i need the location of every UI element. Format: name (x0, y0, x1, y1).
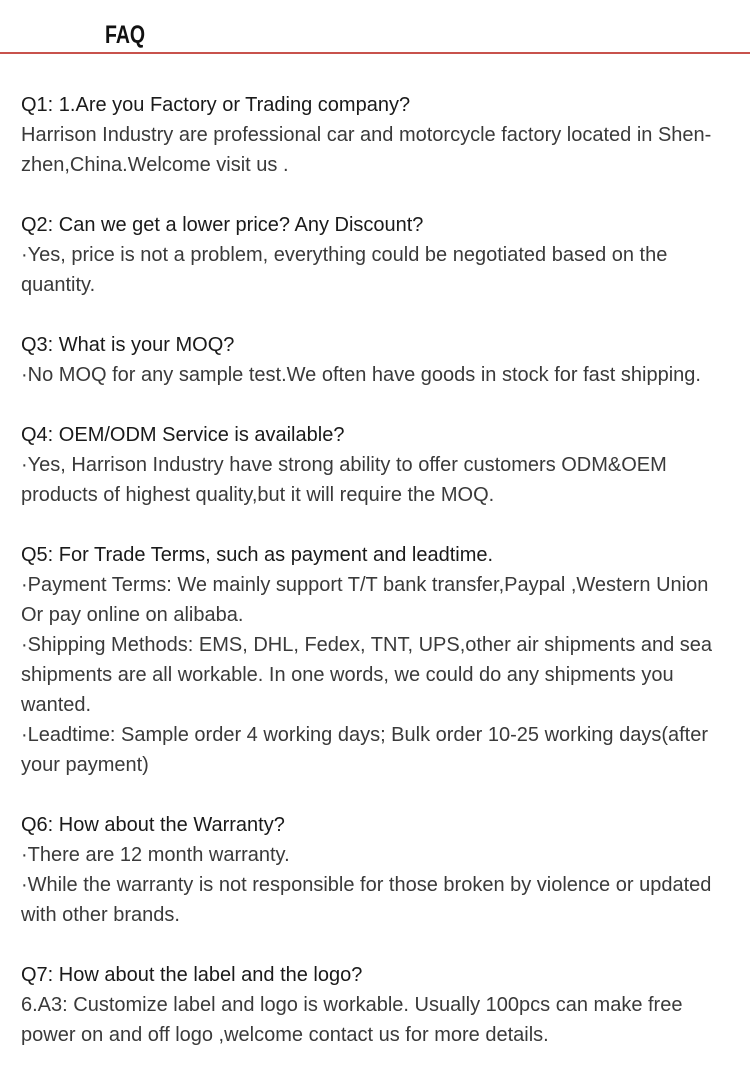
faq-answer (21, 240, 736, 300)
faq-answer (21, 450, 736, 510)
faq-answer (21, 570, 736, 780)
header-divider (0, 52, 750, 54)
faq-answer-line: Harrison Industry are professional car and motorcycle factory located in Shen-zhen,China.Welcome visit us . (21, 124, 712, 176)
faq-answer (21, 360, 736, 390)
faq-answer-line: ·Yes, price is not a problem, everything could be negotiated based on the quantity. (21, 244, 668, 296)
faq-question: Q7: How about the label and the logo? (21, 964, 363, 986)
faq-answer (21, 990, 736, 1050)
faq-item-q7 (21, 960, 736, 1050)
faq-answer-line: 6.A3: Customize label and logo is workable. Usually 100pcs can make free power on and off logo ,welcome contact us for more details. (21, 994, 683, 1046)
faq-answer-line: ·While the warranty is not responsible for those broken by violence or updated with other brands. (21, 874, 712, 926)
faq-answer-line: ·Leadtime: Sample order 4 working days; Bulk order 10-25 working days(after your payment) (21, 724, 708, 776)
faq-item-q2 (21, 210, 736, 300)
faq-question: Q2: Can we get a lower price? Any Discount? (21, 214, 424, 236)
faq-answer-line: ·There are 12 month warranty. (21, 844, 290, 866)
faq-question: Q1: 1.Are you Factory or Trading company? (21, 94, 411, 116)
faq-list (21, 90, 736, 1080)
faq-answer-line: ·Payment Terms: We mainly support T/T bank transfer,Paypal ,Western Union Or pay online on alibaba. (21, 574, 709, 626)
page-header (0, 0, 750, 54)
faq-answer-line: ·Yes, Harrison Industry have strong ability to offer customers ODM&OEM products of highest quality,but it will require the MOQ. (21, 454, 667, 506)
faq-item-q6 (21, 810, 736, 930)
faq-answer-line: ·No MOQ for any sample test.We often have goods in stock for fast shipping. (21, 364, 701, 386)
faq-item-q1 (21, 90, 736, 180)
faq-item-q3 (21, 330, 736, 390)
faq-answer (21, 840, 736, 930)
faq-question: Q3: What is your MOQ? (21, 334, 235, 356)
faq-item-q4 (21, 420, 736, 510)
faq-question: Q6: How about the Warranty? (21, 814, 285, 836)
faq-answer-line: ·Shipping Methods: EMS, DHL, Fedex, TNT, UPS,other air shipments and sea shipments are all workable. In one words, we could do any shipments you wanted. (21, 634, 713, 716)
page-title: FAQ (105, 21, 146, 49)
faq-answer (21, 120, 736, 180)
faq-question: Q4: OEM/ODM Service is available? (21, 424, 345, 446)
faq-item-q5 (21, 540, 736, 780)
faq-question: Q5: For Trade Terms, such as payment and leadtime. (21, 544, 494, 566)
